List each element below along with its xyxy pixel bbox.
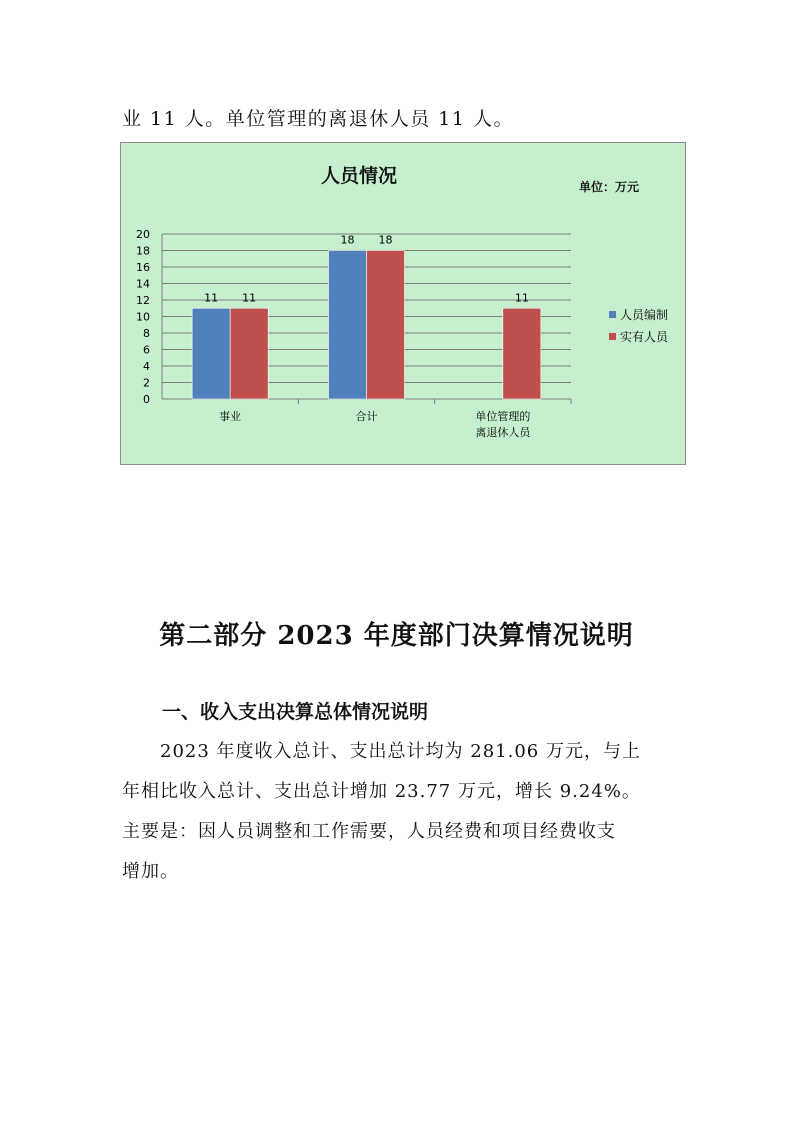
bar xyxy=(230,308,268,399)
section-title: 第二部分 2023 年度部门决算情况说明 xyxy=(159,621,634,651)
y-tick-label: 0 xyxy=(143,393,150,406)
bar xyxy=(192,308,230,399)
y-tick-label: 8 xyxy=(143,327,150,340)
legend-label: 人员编制 xyxy=(620,308,669,322)
y-tick-label: 2 xyxy=(143,376,150,390)
bar xyxy=(367,251,405,400)
data-label: 18 xyxy=(340,233,355,247)
y-tick-label: 10 xyxy=(136,310,150,324)
bar-chart-svg xyxy=(121,143,687,466)
subsection-title: 一、收入支出决算总体情况说明 xyxy=(162,701,429,723)
data-label: 11 xyxy=(514,291,529,305)
paragraph xyxy=(122,732,682,892)
intro-text-line: 业 11 人。单位管理的离退休人员 11 人。 xyxy=(122,108,515,130)
chart-title: 人员情况 xyxy=(320,165,397,187)
bar xyxy=(329,251,367,400)
data-label: 11 xyxy=(204,291,219,305)
y-tick-label: 14 xyxy=(136,277,150,291)
x-tick-label: 事业 xyxy=(219,410,242,423)
chart-unit-label: 单位：万元 xyxy=(579,180,640,194)
y-tick-label: 12 xyxy=(136,294,150,307)
legend-swatch xyxy=(609,333,616,340)
x-tick-label: 单位管理的 xyxy=(475,410,531,423)
paragraph-line: 主要是：因人员调整和工作需要，人员经费和项目经费收支 xyxy=(122,821,616,842)
data-label: 18 xyxy=(378,233,393,247)
x-tick-label: 离退休人员 xyxy=(475,426,531,439)
data-label: 11 xyxy=(242,291,257,305)
legend-swatch xyxy=(609,311,616,318)
paragraph-line: 年相比收入总计、支出总计增加 23.77 万元，增长 9.24%。 xyxy=(122,781,641,802)
staff-chart xyxy=(120,142,686,465)
bar xyxy=(503,308,541,399)
y-tick-label: 6 xyxy=(143,343,150,357)
y-tick-label: 20 xyxy=(136,228,150,241)
y-tick-label: 18 xyxy=(136,244,150,258)
y-tick-label: 16 xyxy=(136,261,150,274)
paragraph-line: 增加。 xyxy=(122,861,179,882)
x-tick-label: 合计 xyxy=(355,410,378,423)
paragraph-line: 2023 年度收入总计、支出总计均为 281.06 万元，与上 xyxy=(160,741,641,762)
legend-label: 实有人员 xyxy=(620,330,669,344)
y-tick-label: 4 xyxy=(143,360,150,373)
